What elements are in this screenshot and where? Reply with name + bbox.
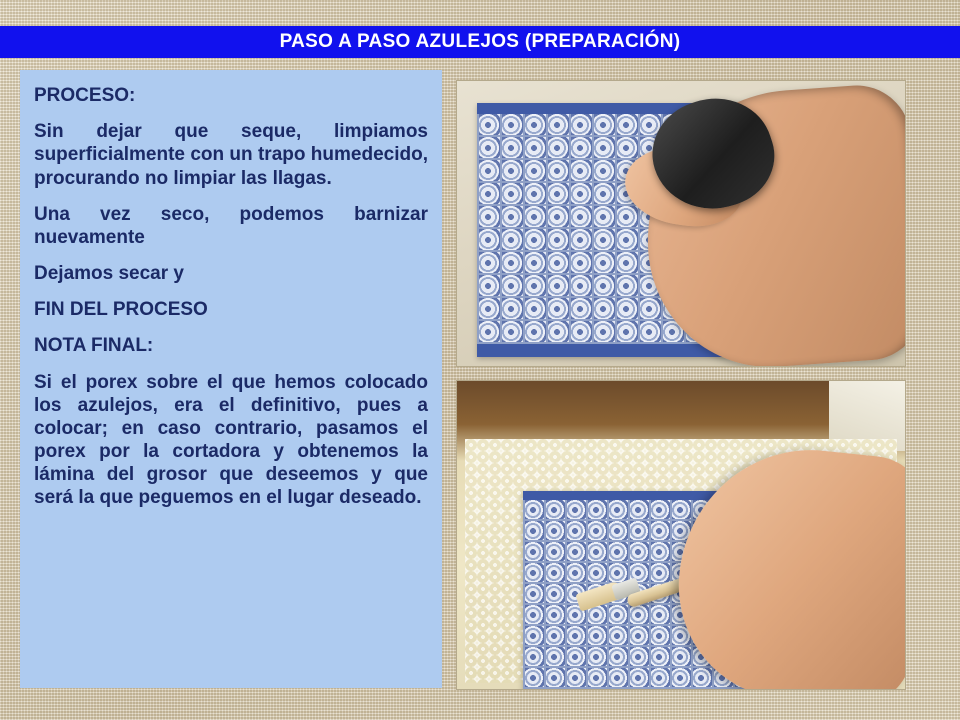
hand — [668, 437, 906, 690]
photo-cleaning-tiles-content — [457, 81, 905, 366]
paragraph-heading-nota-final: NOTA FINAL: — [34, 335, 154, 357]
paragraph-clean-surface: Sin dejar que seque, limpiamos superficialmente con un trapo humedecido, procurando no limpiar las llagas. — [34, 121, 428, 189]
process-text-panel — [20, 70, 442, 688]
slide-title-bar — [0, 26, 960, 58]
paragraph-heading-proceso: PROCESO: — [34, 85, 136, 106]
photo-varnishing-tiles-content — [457, 381, 905, 689]
paragraph-varnish-again: Una vez seco, podemos barnizar nuevamente — [34, 203, 428, 248]
porex-board — [465, 439, 897, 683]
photo-cleaning-tiles — [456, 80, 906, 367]
page-title: PASO A PASO AZULEJOS (PREPARACIÓN) — [279, 31, 681, 52]
paragraph-end-of-process: FIN DEL PROCESO — [34, 299, 208, 321]
photo-varnishing-tiles — [456, 380, 906, 690]
paragraph-final-note: Si el porex sobre el que hemos colocado los azulejos, era el definitivo, pues a colocar; en caso contrario, pasamos el porex por la cortadora y obtenemos la lámina del grosor que deseemos y que será la que peguemos en el lugar deseado. — [34, 371, 428, 509]
paragraph-let-dry: Dejamos secar y — [34, 263, 184, 285]
